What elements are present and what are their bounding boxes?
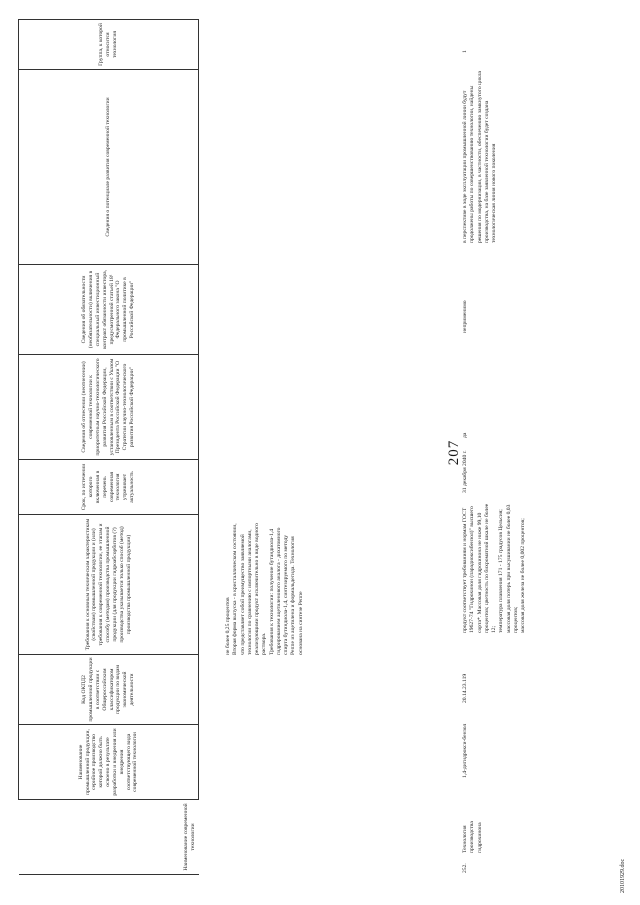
header-okpd: Код ОКПД2 промышленной продукции в соответствии с Общероссийским классификатором продукции по видам экономической деятельности	[19, 655, 199, 725]
header-requirements: Требования к основным техническим характеристикам (свойствам) промышленной продукции и (или) требования к современной технологии, ее этапам и способу (методам) производства промышленной продукции (для продукции гидроабсорбитов (?) производства указывается только способ (метод) производства промышленной продукции)	[19, 515, 199, 655]
row-requirements: продукт соответствует требованиям и нормам ГОСТ 19627-74 "Гидрохинон (парадиоксибензол)" высшего сорта*. Массовая доля гидрохинона не ниже 99,10 процентов; цветность по бихроматной шкале не более 12; температура плавления 171 - 175 градусов Цельсия; массовая доля потерь при высушивании не более 0,03 процентов; массовая доля железа не более 0,002 процентов;	[462, 503, 527, 633]
header-obligation: Сведения об обязательности (необязательности) включения в специальный инвестиционный контракт обязанности инвестора, предусмотренной статьей 18¹ Федерального закона "О промышленной политике в Российской Федерации"	[19, 265, 199, 355]
row-group: 1	[462, 50, 468, 53]
header-potential: Сведения о потенциале развития современной технологии	[19, 70, 199, 265]
header-name: Наименование современной технологии	[19, 800, 199, 875]
row-number: 252.	[462, 863, 468, 873]
row-obligation: неприменимо	[462, 300, 468, 333]
header-group: Группа, к которой относится технология	[19, 20, 199, 70]
table-row	[462, 20, 612, 875]
continuation-text: не более 0,25 процентов Вторая форма выпуска - в кристаллическом состоянии, что представляет собой преимущество заявляемой технологии по сравнению с импортными аналогами, реализующими продукт исключительно в виде водного раствора. Требования к технологии: получение бутандиола-1,4 гидрированием ацетиленового аналога - дихатомного спирта бутиндиола-1,4, синтезируемого по методу Реппе из ацетилена и формальдегида. Технология основана на синтезе Реппе	[225, 523, 304, 655]
row-name: Технология производства гидрохинона	[462, 821, 483, 853]
row-product: 1,4-дигидрокси-бензол	[462, 723, 468, 778]
row-okpd: 20.14.23.119	[462, 673, 468, 703]
header-table	[18, 19, 199, 875]
row-relation: да	[462, 432, 468, 438]
page-number: 207	[446, 439, 462, 466]
rotated-page	[10, 10, 630, 895]
header-product: Наименование промышленной продукции, серийное производство которой должно быть освоено в результате разработки и внедрения или внедрения соответствующего вида современной технологии	[19, 725, 199, 800]
document-footer: 20101929.doc	[620, 858, 626, 893]
row-potential: в перспективе в ходе эксплуатации промышленной линии будут продолжены работы по совершенствованию технологии, найдены решения по модернизации, в частности, обеспечению замкнутого цикла производства, на базе заявленной технологии будет создана технологическая линия нового поколения	[462, 71, 498, 243]
header-relation: Сведения об отнесении (неотнесении) современной технологии к приоритетным научно-технологического развития Российской Федерации, установленным в соответствии с Указом Президента Российской Федерации "О Стратегии научно-технологического развития Российской Федерации"	[19, 355, 199, 460]
row-term: 31 декабря 2040 г.	[462, 450, 468, 493]
header-term: Срок, по истечении которого включенная в перечень современная технология утрачивает актуальность	[19, 460, 199, 515]
